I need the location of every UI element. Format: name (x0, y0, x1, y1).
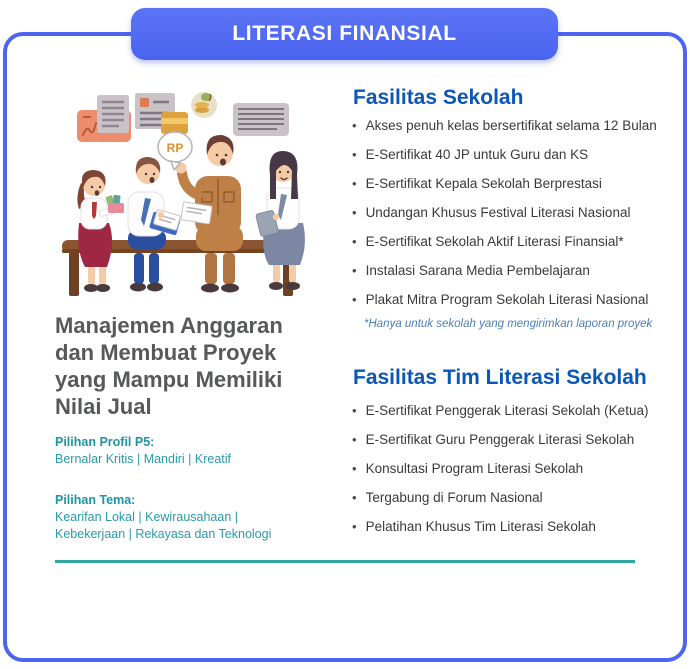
facility-list-item: • Pelatihan Khusus Tim Literasi Sekolah (352, 519, 672, 534)
finance-discussion-illustration (45, 83, 335, 313)
facility-list-item: • Tergabung di Forum Nasional (352, 490, 672, 505)
student-girl-right (256, 151, 305, 290)
coins-icon (191, 92, 217, 118)
student-girl-left (77, 170, 124, 292)
facility-list-item: • Instalasi Sarana Media Pembelajaran (352, 263, 672, 278)
text-panel-icon (233, 103, 289, 136)
facility-list-item: • Undangan Khusus Festival Literasi Nasional (352, 205, 672, 220)
paper-icon (181, 202, 212, 224)
wallet-card-icon (161, 112, 188, 134)
divider-line (55, 560, 635, 563)
tema-value: Kearifan Lokal | Kewirausahaan | Kebekerjaan | Rekayasa dan Teknologi (55, 510, 272, 541)
banner (131, 8, 558, 60)
fasilitas-tim-list (352, 403, 672, 548)
rp-text: RP (166, 141, 184, 155)
facility-list-item: • Plakat Mitra Program Sekolah Literasi Nasional (352, 292, 672, 307)
tema-label: Pilihan Tema: (55, 493, 136, 507)
program-title: Manajemen Anggaran dan Membuat Proyek yang Mampu Memiliki Nilai Jual (55, 313, 283, 419)
facility-list-item: • Konsultasi Program Literasi Sekolah (352, 461, 672, 476)
facility-list-item: • E-Sertifikat Guru Penggerak Literasi Sekolah (352, 432, 672, 447)
money-bills-icon (105, 195, 124, 213)
profil-p5-label: Pilihan Profil P5: (55, 435, 155, 449)
banner-title: LITERASI FINANSIAL (232, 22, 457, 45)
facility-list-item: • E-Sertifikat Sekolah Aktif Literasi Finansial* (352, 234, 672, 249)
section-title-fasilitas-tim: Fasilitas Tim Literasi Sekolah (353, 366, 647, 389)
facility-list-item: • E-Sertifikat 40 JP untuk Guru dan KS (352, 147, 672, 162)
fasilitas-sekolah-list (352, 118, 672, 321)
section-title-fasilitas-sekolah: Fasilitas Sekolah (353, 86, 524, 109)
facility-list-item: • E-Sertifikat Penggerak Literasi Sekolah (Ketua) (352, 403, 672, 418)
rp-speech-bubble (158, 132, 192, 170)
facility-list-item: • Akses penuh kelas bersertifikat selama 12 Bulan (352, 118, 672, 133)
student-boy (128, 157, 181, 292)
document-icon-left (97, 95, 129, 133)
profil-p5-value: Bernalar Kritis | Mandiri | Kreatif (55, 452, 231, 466)
footnote: *Hanya untuk sekolah yang mengirimkan laporan proyek (364, 318, 653, 330)
facility-list-item: • E-Sertifikat Kepala Sekolah Berprestasi (352, 176, 672, 191)
